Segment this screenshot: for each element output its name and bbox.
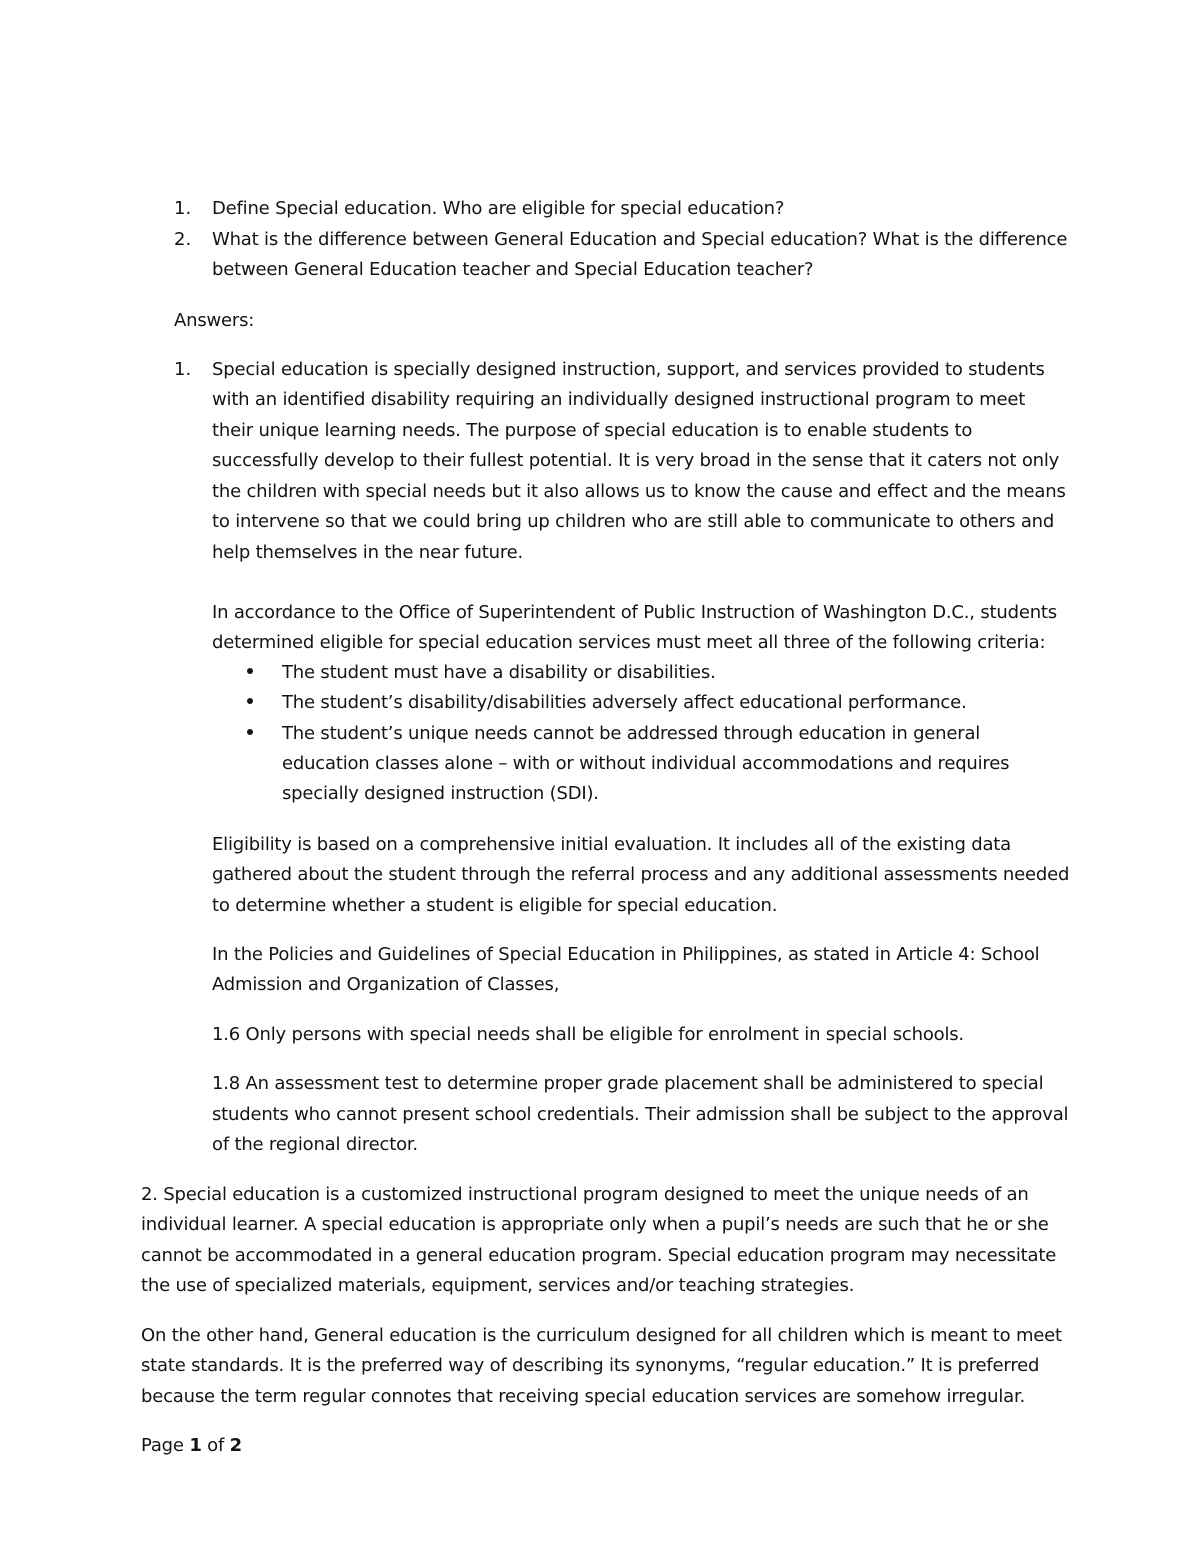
criteria-item: The student’s unique needs cannot be addressed through education in general	[282, 723, 981, 744]
bullet-icon	[247, 698, 253, 704]
policy-paragraph: Admission and Organization of Classes,	[212, 974, 560, 995]
general-education-paragraph: state standards. It is the preferred way of describing its synonyms, “regular education.” It is preferred	[141, 1355, 1040, 1376]
of-word: of	[207, 1435, 225, 1456]
page-number-footer	[141, 1435, 242, 1457]
answer-1-text: help themselves in the near future.	[212, 542, 524, 563]
general-education-paragraph: On the other hand, General education is the curriculum designed for all children which is meant to meet	[141, 1325, 1062, 1346]
page-word: Page	[141, 1435, 184, 1456]
answer-1-number: 1.	[174, 359, 192, 380]
eligibility-paragraph: gathered about the student through the referral process and any additional assessments needed	[212, 864, 1070, 885]
policy-item-1-8: of the regional director.	[212, 1134, 418, 1155]
bullet-icon	[247, 729, 253, 735]
criteria-item: specially designed instruction (SDI).	[282, 783, 599, 804]
policy-item-1-8: 1.8 An assessment test to determine proper grade placement shall be administered to special	[212, 1073, 1044, 1094]
answer-2-paragraph: the use of specialized materials, equipment, services and/or teaching strategies.	[141, 1275, 855, 1296]
eligibility-paragraph: to determine whether a student is eligible for special education.	[212, 895, 778, 916]
current-page: 1	[189, 1435, 202, 1456]
answers-heading: Answers:	[174, 310, 255, 331]
total-pages: 2	[229, 1435, 242, 1456]
answer-1-text: with an identified disability requiring an individually designed instructional program to meet	[212, 389, 1026, 410]
osp-paragraph: determined eligible for special education services must meet all three of the following criteria:	[212, 632, 1046, 653]
policy-item-1-8: students who cannot present school credentials. Their admission shall be subject to the approval	[212, 1104, 1069, 1125]
answer-2-paragraph: 2. Special education is a customized instructional program designed to meet the unique needs of an	[141, 1184, 1029, 1205]
criteria-item: The student’s disability/disabilities adversely affect educational performance.	[282, 692, 967, 713]
answer-1-text: their unique learning needs. The purpose of special education is to enable students to	[212, 420, 973, 441]
question-2-text: between General Education teacher and Special Education teacher?	[212, 259, 814, 280]
answer-1-text: Special education is specially designed instruction, support, and services provided to students	[212, 359, 1045, 380]
bullet-icon	[247, 668, 253, 674]
answer-1-text: to intervene so that we could bring up children who are still able to communicate to others and	[212, 511, 1055, 532]
question-2-number: 2.	[174, 229, 192, 250]
policy-paragraph: In the Policies and Guidelines of Special Education in Philippines, as stated in Article 4: School	[212, 944, 1040, 965]
answer-1-text: the children with special needs but it also allows us to know the cause and effect and the means	[212, 481, 1066, 502]
criteria-item: The student must have a disability or disabilities.	[282, 662, 716, 683]
policy-item-1-6: 1.6 Only persons with special needs shall be eligible for enrolment in special schools.	[212, 1024, 964, 1045]
general-education-paragraph: because the term regular connotes that receiving special education services are somehow irregular.	[141, 1386, 1026, 1407]
criteria-item: education classes alone – with or without individual accommodations and requires	[282, 753, 1010, 774]
question-2-text: What is the difference between General Education and Special education? What is the difference	[212, 229, 1068, 250]
osp-paragraph: In accordance to the Office of Superintendent of Public Instruction of Washington D.C., students	[212, 602, 1057, 623]
question-1-text: Define Special education. Who are eligible for special education?	[212, 198, 785, 219]
question-1-number: 1.	[174, 198, 192, 219]
answer-2-paragraph: cannot be accommodated in a general education program. Special education program may necessitate	[141, 1245, 1057, 1266]
eligibility-paragraph: Eligibility is based on a comprehensive initial evaluation. It includes all of the existing data	[212, 834, 1011, 855]
answer-1-text: successfully develop to their fullest potential. It is very broad in the sense that it caters not only	[212, 450, 1060, 471]
answer-2-paragraph: individual learner. A special education is appropriate only when a pupil’s needs are such that he or she	[141, 1214, 1049, 1235]
